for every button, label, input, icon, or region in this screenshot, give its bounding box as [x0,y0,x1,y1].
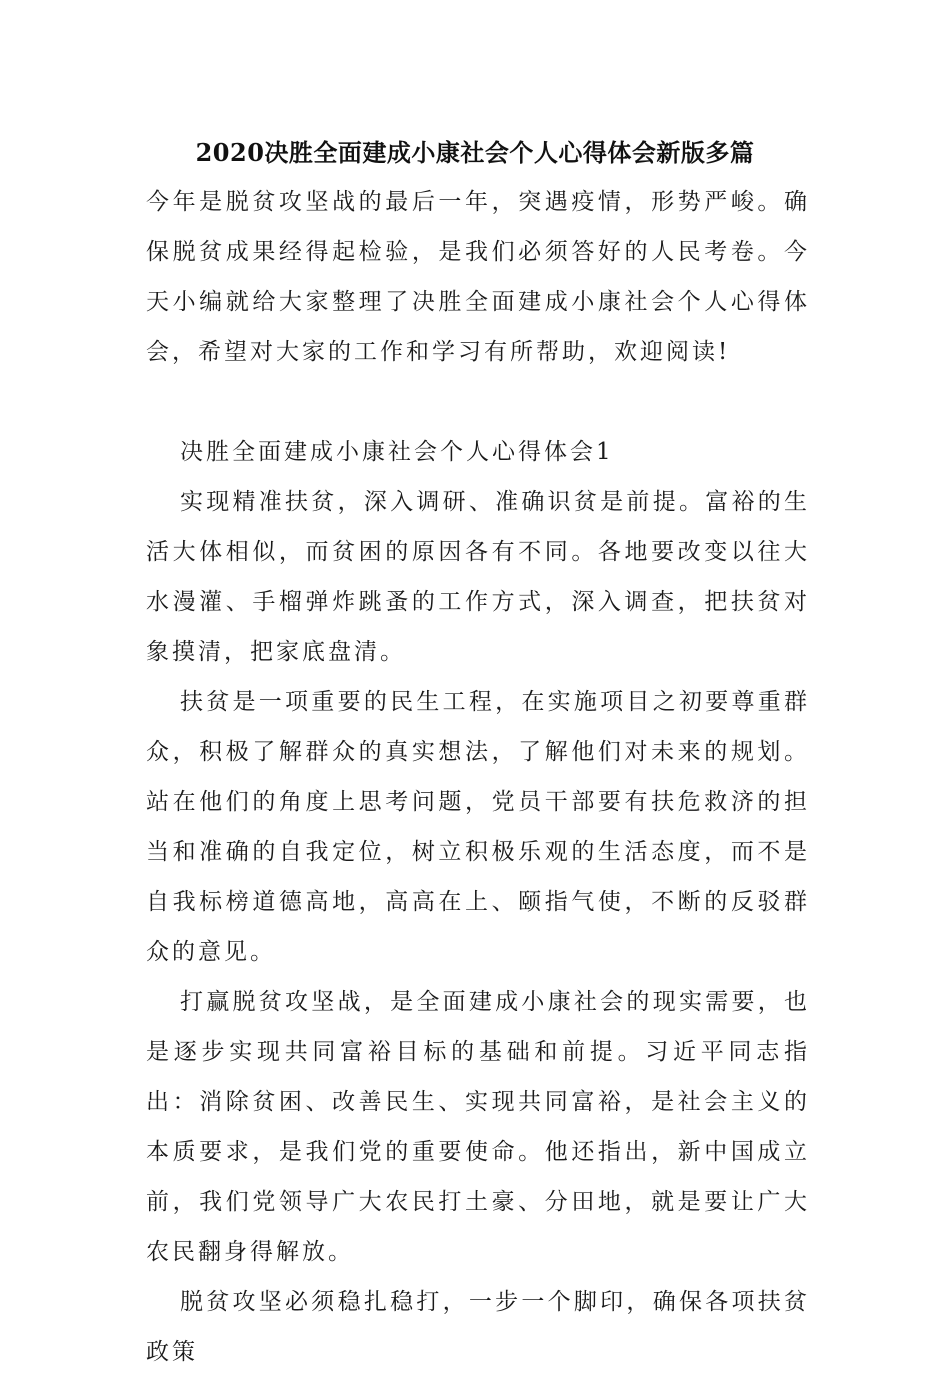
body-paragraph-4: 脱贫攻坚必须稳扎稳打，一步一个脚印，确保各项扶贫政策 [146,1289,810,1365]
body-paragraph-3: 打赢脱贫攻坚战，是全面建成小康社会的现实需要，也是逐步实现共同富裕目标的基础和前提。习近平同志指出：消除贫困、改善民生、实现共同富裕，是社会主义的本质要求，是我们党的重要使命。他还指出，新中国成立前，我们党领导广大农民打土豪、分田地，就是要让广大农民翻身得解放。 [146,989,810,1265]
body-paragraph-2: 扶贫是一项重要的民生工程，在实施项目之初要尊重群众，积极了解群众的真实想法，了解他们对未来的规划。站在他们的角度上思考问题，党员干部要有扶危救济的担当和准确的自我定位，树立积极乐观的生活态度，而不是自我标榜道德高地，高高在上、颐指气使，不断的反驳群众的意见。 [146,689,810,965]
document-title: 2020决胜全面建成小康社会个人心得体会新版多篇 [195,138,755,167]
document-body [146,177,810,1377]
intro-paragraph: 今年是脱贫攻坚战的最后一年，突遇疫情，形势严峻。确保脱贫成果经得起检验，是我们必须答好的人民考卷。今天小编就给大家整理了决胜全面建成小康社会个人心得体会，希望对大家的工作和学习有所帮助，欢迎阅读! [146,189,810,365]
body-paragraph-1: 实现精准扶贫，深入调研、准确识贫是前提。富裕的生活大体相似，而贫困的原因各有不同。各地要改变以往大水漫灌、手榴弹炸跳蚤的工作方式，深入调查，把扶贫对象摸清，把家底盘清。 [146,489,810,665]
paragraph-spacer [146,377,810,427]
section-heading: 决胜全面建成小康社会个人心得体会1 [180,439,614,465]
